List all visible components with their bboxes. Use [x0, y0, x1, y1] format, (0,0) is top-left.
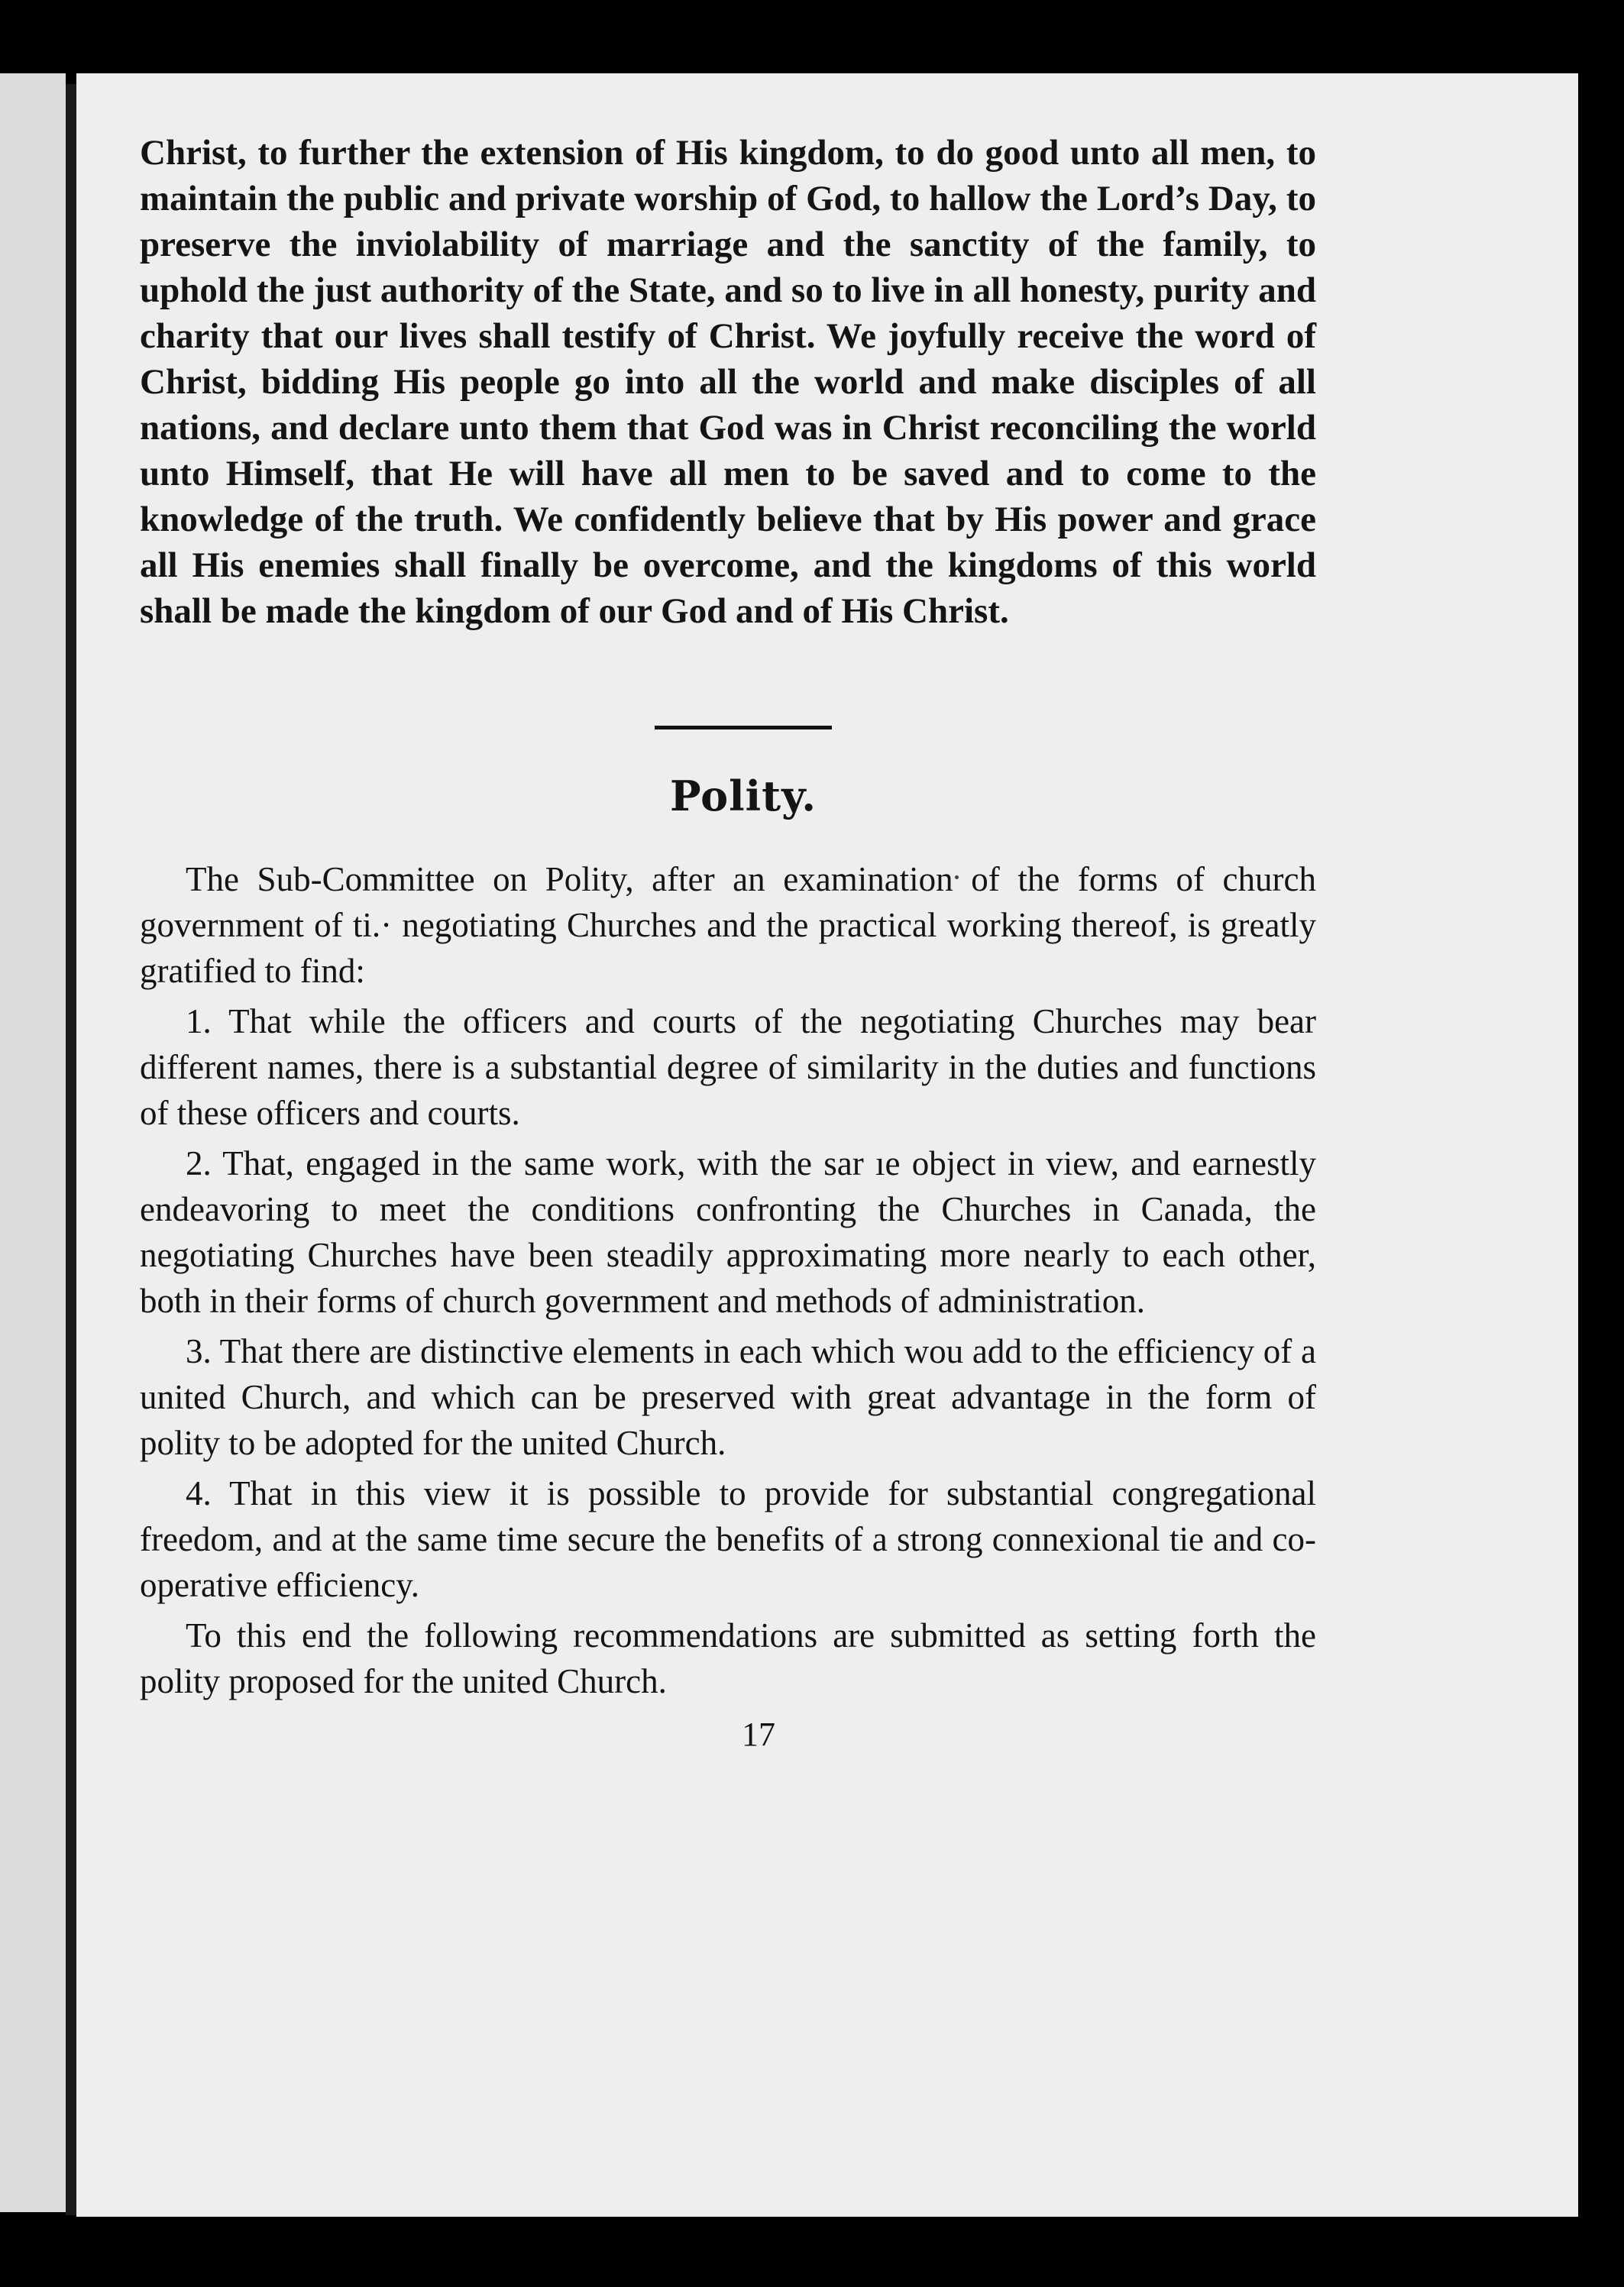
polity-closing: To this end the following recommendations are submitted as setting forth the polity proposed for the united Church. — [140, 1616, 1316, 1700]
page-number: 17 — [742, 1716, 775, 1753]
book-spine — [66, 84, 76, 2215]
section-divider — [655, 726, 832, 729]
polity-item-4: 4. That in this view it is possible to provide for substantial congregational freedom, and at the same time secure the benefits of a strong connexional tie and co-operative efficiency. — [140, 1474, 1316, 1604]
polity-item-3: 3. That there are distinctive elements in each which wou add to the efficiency of a united Church, and which can be preserved with great advantage in the form of polity to be adopted for the united Church. — [140, 1332, 1316, 1462]
polity-section — [140, 856, 1316, 1704]
polity-item-1: 1. That while the officers and courts of the negotiating Churches may bear different names, there is a substantial degree of similarity in the duties and functions of these officers and courts. — [140, 1002, 1316, 1132]
section-title: Polity. — [669, 771, 817, 820]
adjacent-page-edge — [0, 73, 66, 2212]
page-content — [140, 130, 1316, 1758]
creed-paragraph: Christ, to further the extension of His kingdom, to do good unto all men, to maintain the public and private worship of God, to hallow the Lord’s Day, to preserve the inviolability of marriage and the sanctity of the family, to uphold the just authority of the State, and so to live in all honesty, purity and charity that our lives shall testify of Christ. We joyfully receive the word of Christ, bidding His people go into all the world and make disciples of all nations, and declare unto them that God was in Christ reconciling the world unto Himself, that He will have all men to be saved and to come to the knowledge of the truth. We confidently believe that by His power and grace all His enemies shall finally be overcome, and the kingdoms of this world shall be made the kingdom of our God and of His Christ. — [140, 133, 1316, 631]
polity-item-2: 2. That, engaged in the same work, with the sar ıe object in view, and earnestly endeavoring to meet the conditions confronting the Churches in Canada, the negotiating Churches have been steadily approximating more nearly to each other, both in their forms of church government and methods of administration. — [140, 1144, 1316, 1320]
creed-continuation — [140, 130, 1316, 634]
polity-intro: The Sub-Committee on Polity, after an examination of the forms of church government of ti.· negotiating Churches and the practical working thereof, is greatly gratified to find: — [140, 860, 1316, 990]
